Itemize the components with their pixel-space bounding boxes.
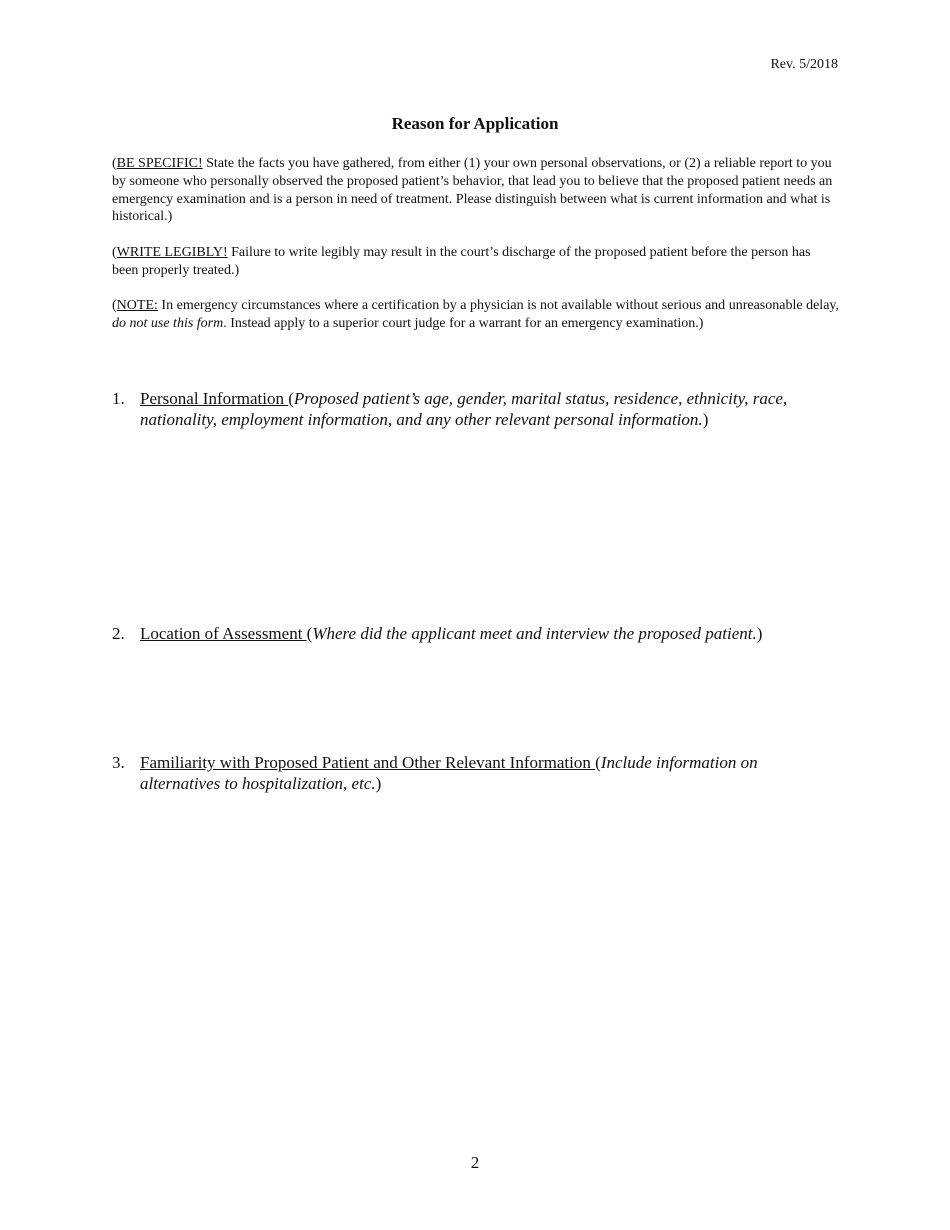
open-paren: (: [112, 298, 117, 313]
write-legibly-text: Failure to write legibly may result in the court’s discharge of the proposed patient before the person has been properly treated.): [112, 245, 811, 278]
close-paren: ): [375, 774, 382, 793]
instruction-write-legibly: [112, 244, 839, 280]
instruction-note: [112, 297, 839, 333]
note-label: NOTE:: [116, 298, 158, 313]
section-body: [140, 388, 830, 430]
section-hint: Proposed patient’s age, gender, marital status, residence, ethnicity, race, nationality, employment information, and any other relevant personal information.: [140, 389, 788, 429]
page-number: 2: [470, 1153, 480, 1172]
open-paren: (: [288, 389, 294, 408]
open-paren: (: [112, 245, 117, 260]
section-heading: Familiarity with Proposed Patient and Other Relevant Information: [140, 753, 596, 772]
open-paren: (: [112, 156, 117, 171]
section-number: 1.: [112, 389, 125, 408]
instruction-be-specific: [112, 155, 839, 226]
section-heading: Personal Information: [140, 389, 289, 408]
open-paren: (: [306, 624, 313, 643]
revision-label: Rev. 5/2018: [770, 57, 838, 72]
page-title: Reason for Application: [391, 114, 559, 133]
section-body: [140, 752, 830, 794]
section-hint: Include information on alternatives to hospitalization, etc.: [140, 753, 758, 793]
write-legibly-label: WRITE LEGIBLY!: [116, 245, 228, 260]
close-paren: ): [702, 410, 709, 429]
section-body: [140, 623, 830, 644]
section-number: 3.: [112, 753, 125, 772]
note-emphasis: do not use this form: [112, 315, 224, 331]
section-number: 2.: [112, 624, 125, 643]
note-text-after: . Instead apply to a superior court judge for a warrant for an emergency examination.): [223, 315, 704, 331]
section-hint: Where did the applicant meet and interview the proposed patient.: [312, 624, 757, 643]
open-paren: (: [595, 753, 601, 772]
be-specific-label: BE SPECIFIC!: [116, 156, 203, 171]
note-text-before: In emergency circumstances where a certification by a physician is not available without serious and unreasonable delay,: [157, 298, 839, 313]
section-heading: Location of Assessment: [140, 624, 307, 643]
close-paren: ): [756, 624, 763, 643]
be-specific-text: State the facts you have gathered, from either (1) your own personal observations, or (2) a reliable report to you by someone who personally observed the proposed patient’s behavior, that lead you to believe that the proposed patient needs an emergency examination and is a person in need of treatment. Please distinguish between what is current information and what is historical.): [112, 156, 833, 225]
